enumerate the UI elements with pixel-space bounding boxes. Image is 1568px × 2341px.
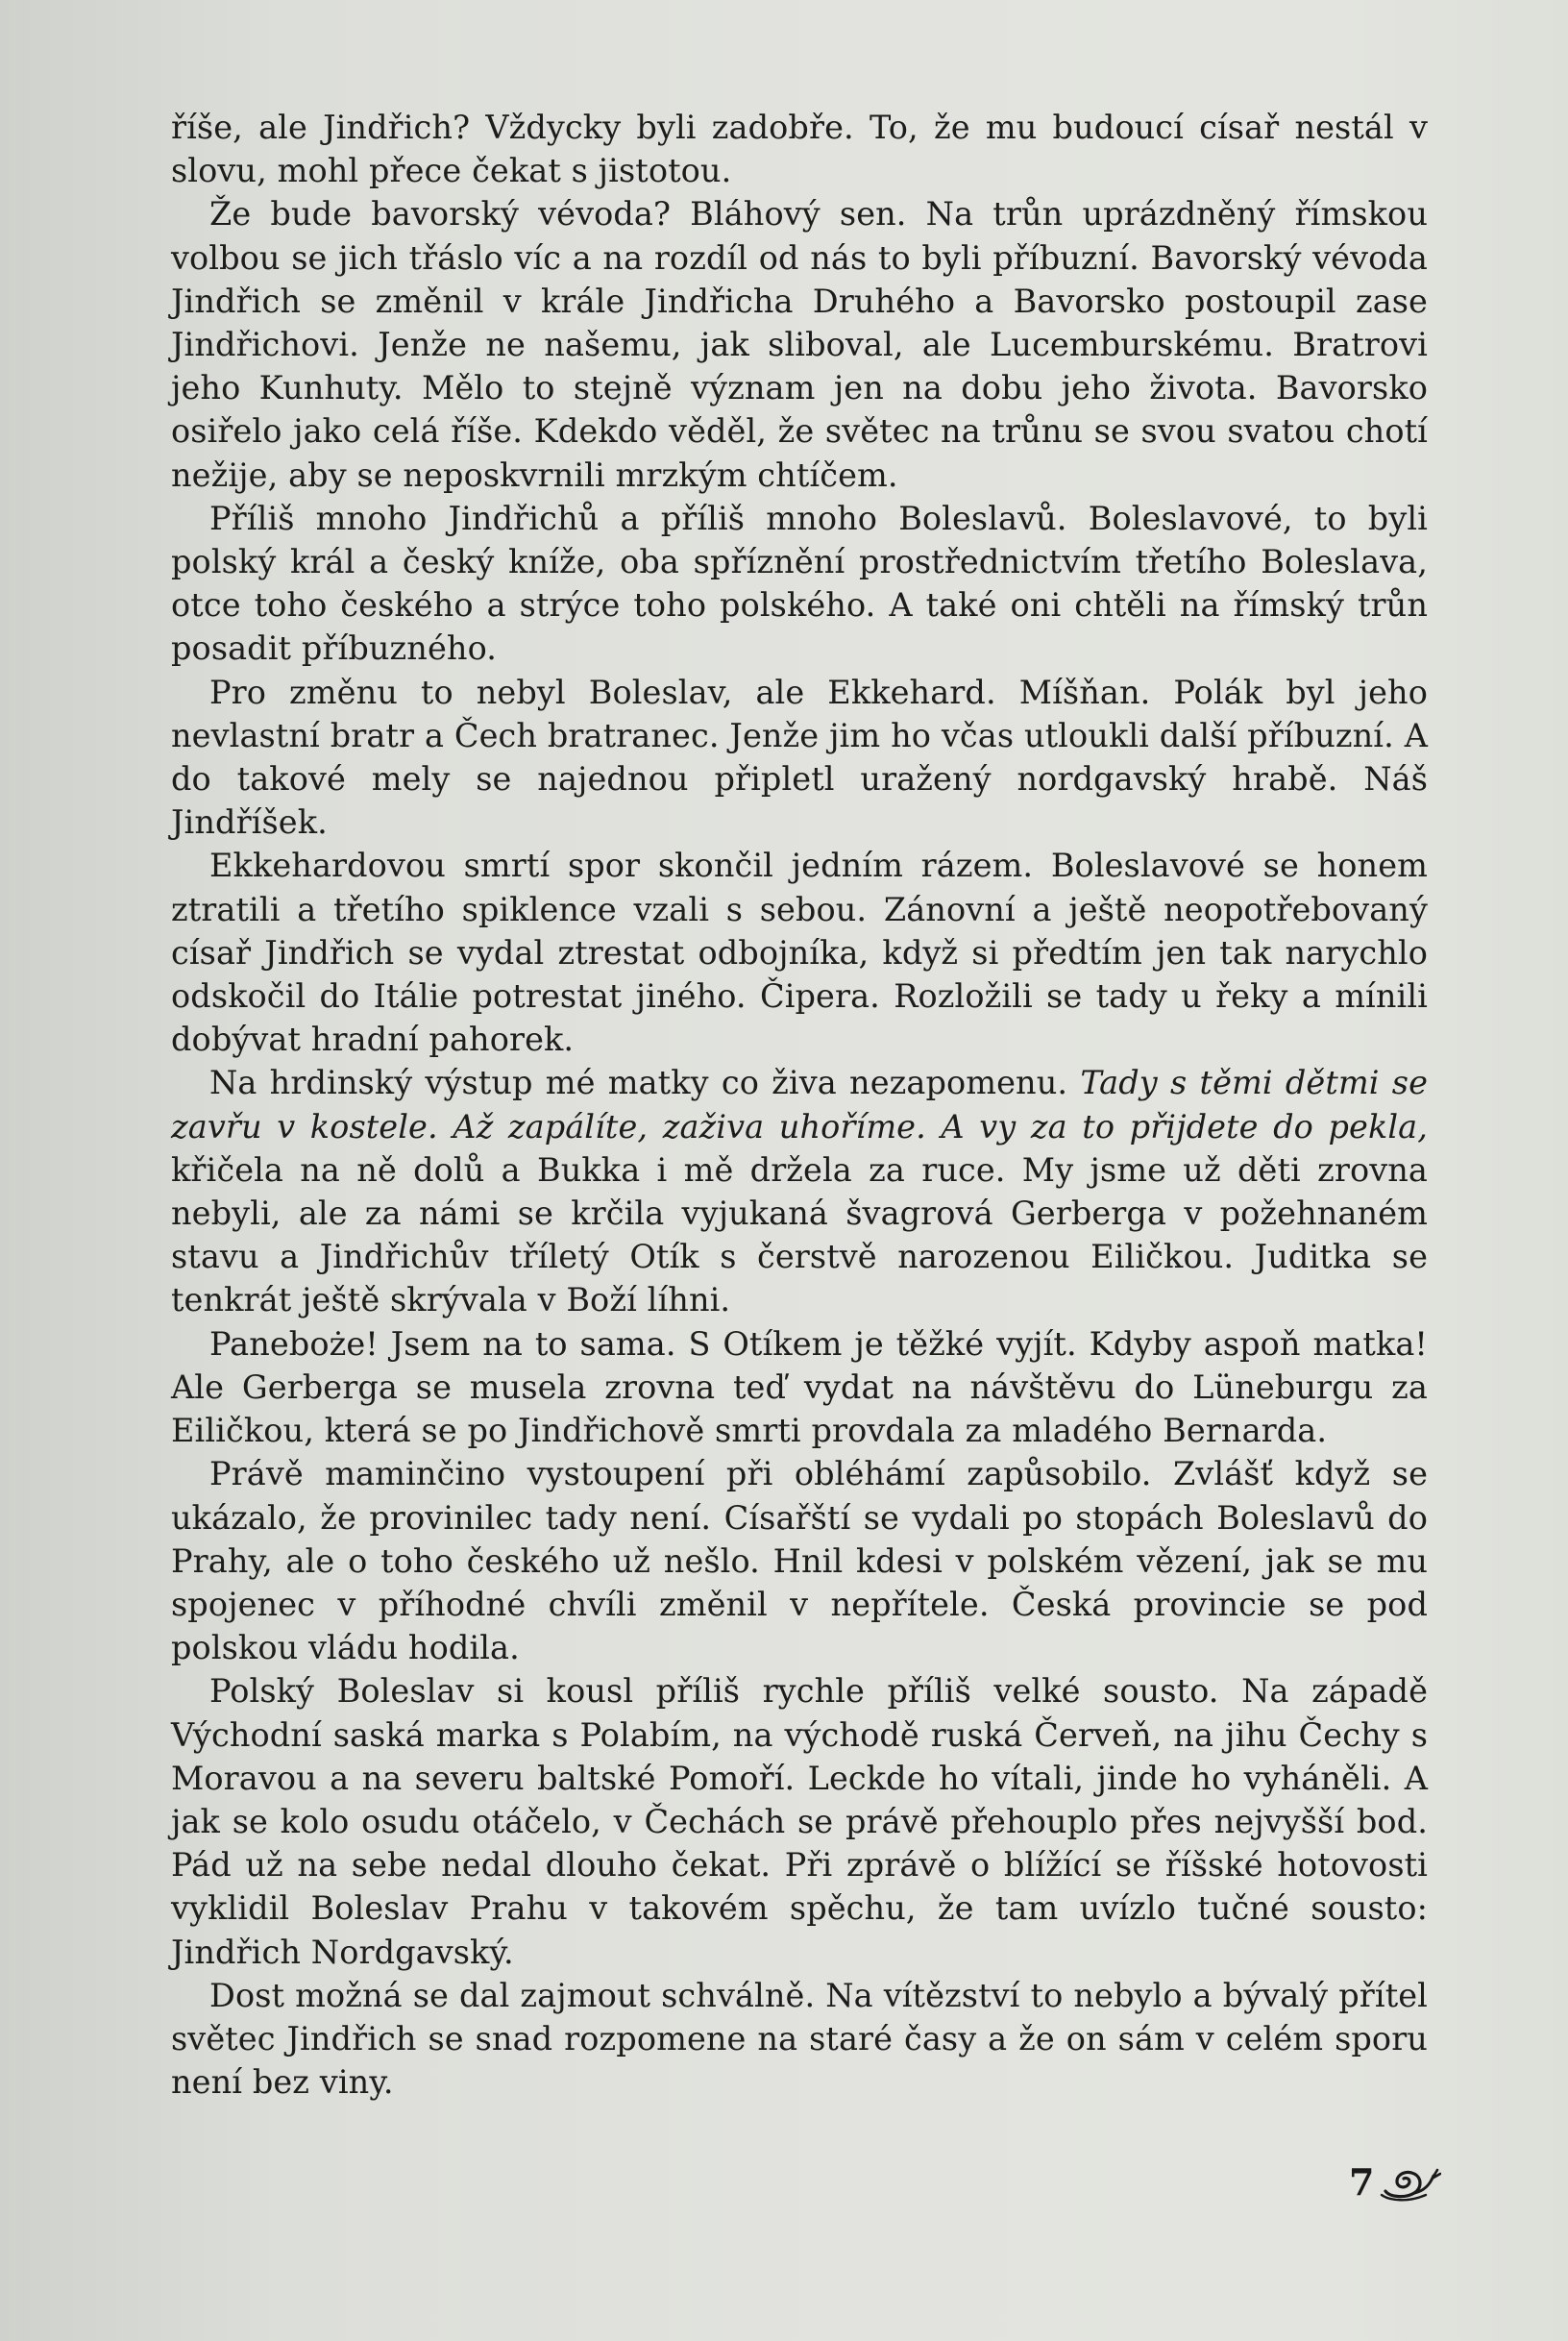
text-run: Na hrdinský výstup mé matky co živa nezapomenu. — [209, 1064, 1081, 1102]
text-run: Dost možná se dal zajmout schválně. Na vítězství to nebylo a bývalý přítel světec Jindřich se snad rozpomene na staré časy a že on sám v celém sporu není bez viny. — [171, 1976, 1428, 2102]
text-run: říše, ale Jindřich? Vždycky byli zadobře. To, že mu budoucí císař nestál v slovu, mohl přece čekat s jistotou. — [171, 109, 1428, 190]
text-run: Právě maminčino vystoupení při obléhámí zapůsobilo. Zvlášť když se ukázalo, že provinilec tady není. Císařští se vydali po stopách Boleslavů do Prahy, ale o toho českého už nešlo. Hnil kdesi v polském vězení, jak se mu spojenec v příhodné chvíli změnil v nepřítele. Česká provincie se pod polskou vládu hodila. — [171, 1455, 1428, 1667]
snail-ornament-icon — [1380, 2162, 1441, 2203]
paragraph — [171, 1452, 1428, 1669]
paragraph — [171, 844, 1428, 1061]
body-text — [171, 106, 1428, 2104]
text-run: Že bude bavorský vévoda? Bláhový sen. Na trůn uprázdněný římskou volbou se jich třáslo víc a na rozdíl od nás to byli příbuzní. Bavorský vévoda Jindřich se změnil v krále Jindřicha Druhého a Bavorsko postoupil zase Jindřichovi. Jenže ne našemu, jak sliboval, ale Lucemburskému. Bratrovi jeho Kunhuty. Mělo to stejně význam jen na dobu jeho života. Bavorsko osiřelo jako celá říše. Kdekdo věděl, že světec na trůnu se svou svatou chotí nežije, aby se neposkvrnili mrzkým chtíčem. — [171, 195, 1428, 494]
text-run: Ekkehardovou smrtí spor skončil jedním rázem. Boleslavové se honem ztratili a třetího spiklence vzali s sebou. Zánovní a ještě neopotřebovaný císař Jindřich se vydal ztrestat odbojníka, když si předtím jen tak narychlo odskočil do Itálie potrestat jiného. Čipera. Rozložili se tady u řeky a mínili dobývat hradní pahorek. — [171, 847, 1428, 1059]
text-run: Pro změnu to nebyl Boleslav, ale Ekkehard. Míšňan. Polák byl jeho nevlastní bratr a Čech bratranec. Jenže jim ho včas utloukli další příbuzní. A do takové mely se najednou připletl uražený nordgavský hrabě. Náš Jindříšek. — [171, 673, 1428, 842]
paragraph — [171, 1669, 1428, 1973]
text-run: Paneboże! Jsem na to sama. S Otíkem je těžké vyjít. Kdyby aspoň matka! Ale Gerberga se musela zrovna teď vydat na návštěvu do Lüneburgu za Eiličkou, která se po Jindřichově smrti provdala za mladého Bernarda. — [171, 1324, 1428, 1450]
paragraph — [171, 106, 1428, 192]
paragraph — [171, 497, 1428, 671]
text-run: Příliš mnoho Jindřichů a příliš mnoho Boleslavů. Boleslavové, to byli polský král a český kníže, oba spříznění prostřednictvím třetího Boleslava, otce toho českého a strýce toho polského. A také oni chtěli na římský trůn posadit příbuzného. — [171, 499, 1428, 668]
text-run: Polský Boleslav si kousl příliš rychle příliš velké sousto. Na západě Východní saská marka s Polabím, na východě ruská Červeň, na jihu Čechy s Moravou a na severu baltské Pomoří. Leckde ho vítali, jinde ho vyháněli. A jak se kolo osudu otáčelo, v Čechách se právě přehouplo přes nejvyšší bod. Pád už na sebe nedal dlouho čekat. Při zprávě o blížící se říšské hotovosti vyklidil Boleslav Prahu v takovém spěchu, že tam uvízlo tučné sousto: Jindřich Nordgavský. — [171, 1672, 1428, 1971]
page-footer — [1349, 2160, 1441, 2204]
paragraph — [171, 671, 1428, 845]
page-number: 7 — [1349, 2160, 1375, 2204]
italic-text: Tady s těmi dětmi se zavřu v kostele. Až zapálíte, zaživa uhoříme. A vy za to přijdete do pekla, — [171, 1064, 1428, 1146]
text-run: křičela na ně dolů a Bukka i mě držela za ruce. My jsme už děti zrovna nebyli, ale za námi se krčila vyjukaná švagrová Gerberga v požehnaném stavu a Jindřichův tříletý Otík s čerstvě narozenou Eiličkou. Juditka se tenkrát ještě skrývala v Boží líhni. — [171, 1150, 1428, 1319]
paragraph — [171, 192, 1428, 496]
paragraph — [171, 1322, 1428, 1453]
paragraph — [171, 1061, 1428, 1321]
paragraph — [171, 1974, 1428, 2105]
